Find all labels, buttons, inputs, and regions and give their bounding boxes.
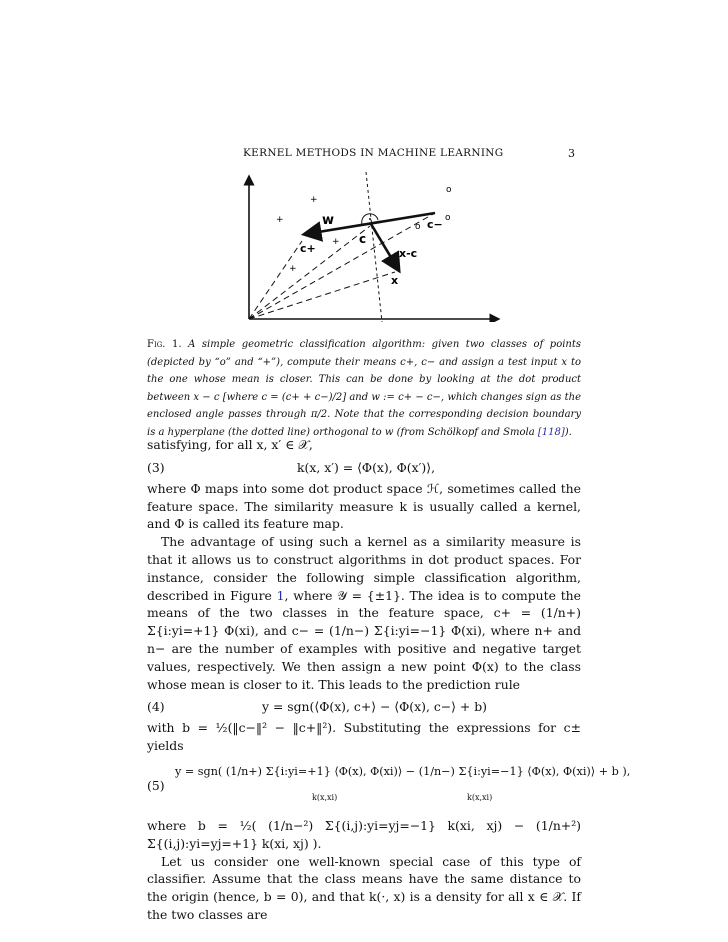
paragraph: where Φ maps into some dot product space ℋ, sometimes called the feature space. The similarity measure k is usually called a kernel, and Φ is called its feature map.: [147, 480, 581, 532]
figure-link[interactable]: 1: [276, 587, 285, 603]
dashed-origin-to-c: [249, 226, 370, 319]
running-head: [0, 147, 728, 163]
plus-point: +: [276, 215, 284, 225]
citation-link[interactable]: [118]: [537, 426, 565, 438]
label-w: w: [322, 213, 335, 228]
circle-point: o: [415, 222, 421, 232]
paragraph-text: , where 𝒴 = {±1}. The idea is to compute the means of the two classes in the feature space, c+ = (1/n+) Σ{i:yi=+1} Φ(xi), and c− = (1/n−) Σ{i:yi=−1} Φ(xi), where n+ and n− are the number of examples with positive and negative target values, respectively. We then assign a new point Φ(x) to the class whose mean is closer to it. This leads to the prediction rule: [147, 587, 581, 692]
label-c: c: [359, 232, 367, 246]
paragraph: where b = ½( (1/n−²) Σ{(i,j):yi=yj=−1} k(xi, xj) − (1/n+²) Σ{(i,j):yi=yj=+1} k(xi, xj) ).: [147, 817, 581, 851]
angle-dot: [369, 218, 371, 220]
paragraph: with b = ½(‖c−‖² − ‖c+‖²). Substituting the expressions for c± yields: [147, 720, 581, 754]
page-number: 3: [568, 147, 575, 160]
figure-1-diagram: [240, 172, 502, 322]
caption-end: ).: [564, 426, 572, 438]
dashed-origin-to-x: [249, 272, 395, 319]
paragraph: [147, 533, 581, 693]
plus-point: +: [332, 237, 340, 247]
figure-caption: [147, 336, 581, 442]
running-title: KERNEL METHODS IN MACHINE LEARNING: [243, 147, 504, 159]
plus-point: +: [310, 195, 318, 205]
label-c-plus: c+: [300, 242, 316, 255]
dashed-origin-to-c-plus: [249, 241, 302, 319]
paragraph: Let us consider one well-known special case of this type of classifier. Assume that the class means have the same distance to the origin (hence, b = 0), and that k(·, x) is a density for all x ∈ 𝒳. If the two classes are: [147, 853, 581, 922]
caption-label: Fig. 1.: [147, 339, 182, 350]
paragraph: satisfying, for all x, x′ ∈ 𝒳,: [147, 437, 313, 452]
equation-3: [147, 454, 581, 480]
paragraph-text: The advantage of using such a kernel as a similarity measure is that it allows us to construct algorithms in dot product spaces. For instance, consider the following simple classification algorithm, described in Figure: [147, 534, 581, 603]
decision-boundary-dotted: [366, 172, 382, 322]
equation-4: [147, 693, 581, 719]
underbrace-label: k(x,xi): [312, 792, 338, 802]
equation-math: y = sgn(⟨Φ(x), c+⟩ − ⟨Φ(x), c−⟩ + b): [262, 699, 488, 715]
plus-point: +: [289, 264, 297, 274]
caption-text: A simple geometric classification algorithm: given two classes of points (depicted by “o” and “+”), compute their means c+, c− and assign a test input x to the one whose mean is closer. This can be done by looking at the dot product between x − c [where c = (c+ + c−)/2] and w := c+ − c−, which changes sign as the enclosed angle passes through π/2. Note that the corresponding decision boundary is a hyperplane (the dotted line) orthogonal to w (from Schölkopf and Smola: [147, 339, 582, 438]
equation-number: (4): [147, 699, 165, 715]
body-text: [147, 436, 631, 924]
equation-math: y = sgn( (1/n+) Σ{i:yi=+1} ⟨Φ(x), Φ(xi)⟩ − (1/n−) Σ{i:yi=−1} ⟨Φ(x), Φ(xi)⟩ + b ),: [175, 764, 631, 778]
circle-point: o: [446, 185, 452, 195]
equation-math: k(x, x′) = ⟨Φ(x), Φ(x′)⟩,: [297, 459, 436, 475]
equation-number: (5): [147, 777, 165, 793]
x-minus-c-arrow: [371, 224, 398, 269]
underbrace-label: k(x,xi): [467, 792, 493, 802]
circle-point: o: [445, 213, 451, 223]
label-x: x: [391, 274, 399, 287]
label-c-minus: c−: [427, 218, 443, 231]
label-x-minus-c: x-c: [399, 247, 418, 260]
equation-number: (3): [147, 459, 165, 475]
equation-5: [147, 755, 631, 817]
